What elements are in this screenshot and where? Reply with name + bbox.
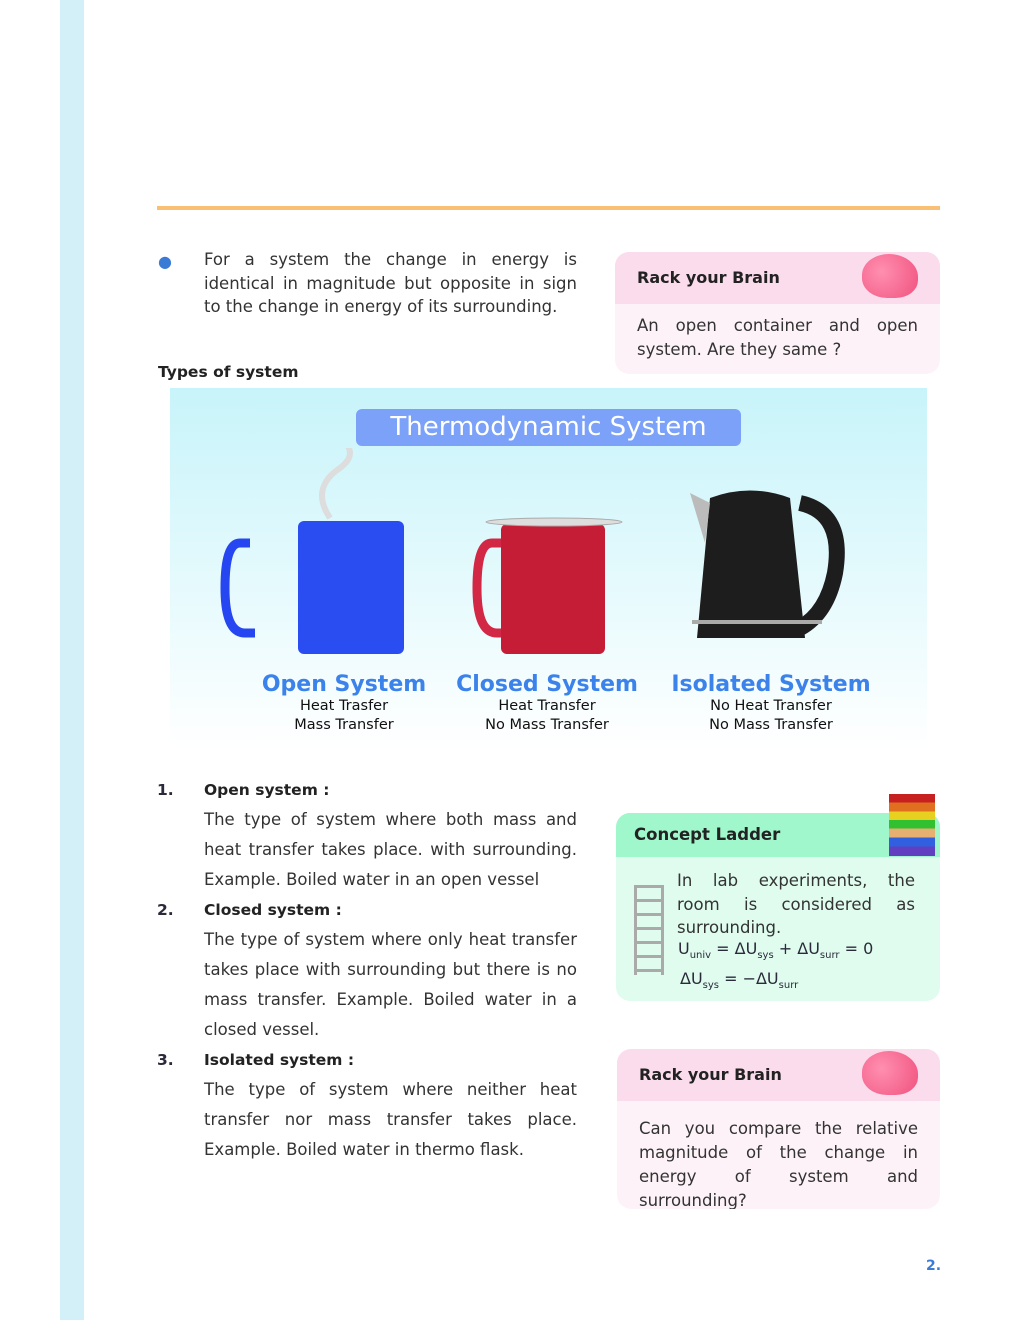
brain-icon [862,1051,918,1095]
rack-title: Rack your Brain [637,268,780,287]
equation-1: $U_{univ} = \Delta U_{sys} + \Delta U_{surr} = 0$ [678,939,874,962]
concept-body: In lab experiments, the room is considered as surrounding. [677,871,915,937]
page-number: 2. [926,1258,942,1274]
label-line: No Mass Transfer [709,717,833,733]
list-number: 3. [157,1051,174,1069]
list-title: Isolated system : [204,1051,355,1069]
rack-your-brain-box [615,252,940,374]
concept-title: Concept Ladder [616,813,940,857]
kettle-icon [690,491,837,639]
books-icon [889,794,935,856]
rack-title: Rack your Brain [639,1065,782,1084]
blue-mug-icon [225,448,404,654]
equation-2: $\Delta U_{sys} = -\Delta U_{surr}$ [680,969,799,992]
rack-header [617,1049,940,1101]
rack-body: An open container and open system. Are they same ? [637,316,918,359]
label-title: Closed System [456,672,638,697]
label-line: No Heat Transfer [710,698,832,714]
label-line: Heat Trasfer [299,698,389,714]
brain-icon [862,254,918,298]
list-title: Closed system : [204,901,342,919]
list-body: The type of system where neither heat transfer nor mass transfer takes place. Example. Boiled water in thermo flask. [204,1080,577,1159]
label-line: Heat Transfer [498,698,596,714]
figure-illustration [170,448,927,668]
open-system-label [234,672,454,735]
ladder-icon [634,885,664,975]
intro-text: For a system the change in energy is identical in magnitude but opposite in sign to the change in energy of its surrounding. [204,250,577,316]
thermodynamic-figure [170,388,927,750]
list-title: Open system : [204,781,330,799]
list-body: The type of system where only heat transfer takes place with surrounding but there is no mass transfer. Example. Boiled water in a closed vessel. [204,930,577,1039]
figure-title: Thermodynamic System [356,409,741,446]
list-number: 2. [157,901,174,919]
margin-strip [60,0,84,1320]
bullet-icon: ● [158,252,172,271]
label-line: Mass Transfer [294,717,394,733]
isolated-system-label [661,672,881,735]
rack-body: Can you compare the relative magnitude of the change in energy of system and surrounding? [639,1119,918,1209]
red-mug-icon [477,518,622,654]
rack-your-brain-box-2 [617,1049,940,1209]
list-number: 1. [157,781,174,799]
section-heading: Types of system [158,363,299,381]
label-line: No Mass Transfer [485,717,609,733]
label-title: Open System [261,672,427,697]
header-rule [157,206,940,210]
rack-header [615,252,940,304]
list-body: The type of system where both mass and heat transfer takes place. with surrounding. Example. Boiled water in an open vessel [204,810,577,889]
label-title: Isolated System [671,672,871,697]
closed-system-label [437,672,657,735]
